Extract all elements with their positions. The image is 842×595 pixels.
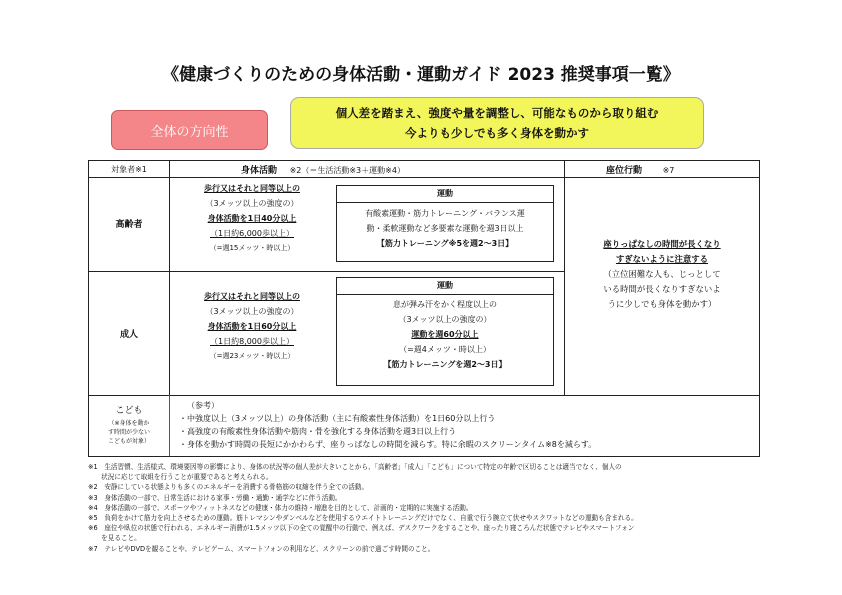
header-sedentary-note: ※7: [662, 166, 675, 175]
slogan-line-2: 今よりも少しでも多く身体を動かす: [405, 126, 589, 140]
elderly-exercise-line-2: 動・柔軟運動など多要素な運動を週3日以上: [366, 224, 524, 233]
adult-exercise-box: [336, 277, 554, 386]
footnote-5: ※5 負荷をかけて筋力を向上させるための運動。筋トレマシンやダンベルなどを使用するウエイトトレーニングだけでなく、自重で行う腕立て伏せやスクワットなどの運動も含まれる。: [88, 514, 638, 523]
row-children: [89, 403, 169, 446]
footnote-3: ※3 身体活動の一部で、日常生活における家事・労働・通勤・通学などに伴う活動。: [88, 493, 342, 502]
sedentary-line-3: （立位困難な人も、じっとして: [603, 269, 721, 279]
adult-line-5: （=週23メッツ・時以上）: [209, 352, 295, 360]
adult-activity: [177, 289, 327, 364]
footnote-2: ※2 安静にしている状態よりも多くのエネルギーを消費する骨格筋の収縮を伴う全ての活動。: [88, 483, 369, 492]
adult-line-4: （1日約8,000歩以上）: [210, 337, 294, 346]
elderly-exercise-line-3: 【筋力トレーニング※5を週2～3日】: [376, 239, 514, 248]
footnote-6-cont: を見ること。: [88, 534, 141, 543]
children-line-2: ・高強度の有酸素性身体活動や筋肉・骨を強化する身体活動を週3日以上行う: [179, 427, 457, 436]
sedentary-cell: [567, 237, 757, 312]
header-target: 対象者※1: [111, 165, 147, 174]
children-sub-3: こどもが対象）: [107, 438, 150, 445]
header-sedentary-label: 座位行動: [606, 166, 643, 176]
row-adult-label: 成人: [119, 330, 138, 340]
slogan-line-1: 個人差を踏まえ、強度や量を調整し、可能なものから取り組む: [335, 106, 659, 120]
footnote-7: ※7 テレビやDVDを観ることや、テレビゲーム、スマートフォンの利用など、スクリーンの前で過ごす時間のこと。: [88, 544, 435, 553]
elderly-activity: [177, 181, 327, 256]
children-sub-1: （※身体を動か: [108, 420, 150, 427]
adult-exercise-line-5: 【筋力トレーニングを週2～3日】: [383, 360, 507, 369]
recommendation-table: [88, 160, 760, 457]
elderly-exercise-box: [336, 185, 554, 262]
elderly-exercise-title: 運動: [337, 186, 553, 203]
sedentary-line-4: いる時間が長くなりすぎないよ: [603, 284, 721, 294]
adult-exercise-line-3: 運動を週60分以上: [411, 330, 479, 339]
elderly-line-2: （3メッツ以上の強度の）: [205, 199, 299, 208]
elderly-exercise-line-1: 有酸素運動・筋力トレーニング・バランス運: [365, 209, 525, 218]
footnote-4: ※4 身体活動の一部で、スポーツやフィットネスなどの健康・体力の維持・増進を目的として、計画的・定期的に実施する活動。: [88, 503, 473, 512]
footnote-6: ※6 座位や臥位の状態で行われる、エネルギー消費が1.5メッツ以下の全ての覚醒中の行動で、例えば、デスクワークをすることや、座ったり寝ころんだ状態でテレビやスマートフォン: [88, 524, 635, 533]
header-activity-note: ※2（＝生活活動※3＋運動※4）: [289, 166, 405, 175]
adult-line-3: 身体活動を1日60分以上: [207, 322, 297, 331]
children-sub-2: す時間が少ない: [107, 429, 150, 436]
elderly-line-4: （1日約6,000歩以上）: [210, 229, 294, 238]
adult-exercise-line-2: （3メッツ以上の強度の）: [398, 315, 492, 324]
children-line-3: ・身体を動かす時間の長短にかかわらず、座りっぱなしの時間を減らす。特に余暇のスクリーンタイム※8を減らす。: [179, 440, 597, 449]
page-title: 《健康づくりのための身体活動・運動ガイド 2023 推奨事項一覧》: [162, 65, 680, 85]
adult-line-1: 歩行又はそれと同等以上の: [204, 292, 300, 301]
row-children-label: こども: [115, 406, 143, 416]
adult-line-2: （3メッツ以上の強度の）: [205, 307, 299, 316]
direction-label: 全体の方向性: [111, 110, 268, 150]
footnote-1: ※1 生活習慣、生活様式、環境要因等の影響により、身体の状況等の個人差が大きいことから、「高齢者」「成人」「こども」について特定の年齢で区切ることは適当でなく、個人の: [88, 463, 622, 471]
direction-slogan: [290, 97, 704, 149]
sedentary-line-5: うに少しでも身体を動かす）: [607, 299, 717, 309]
elderly-line-5: （=週15メッツ・時以上）: [209, 244, 295, 252]
children-ref: （参考）: [187, 401, 219, 410]
header-sedentary: [606, 163, 756, 176]
header-activity: [241, 163, 561, 176]
footnotes: [88, 462, 768, 554]
adult-exercise-line-4: （=週4メッツ・時以上）: [399, 345, 491, 354]
elderly-line-1: 歩行又はそれと同等以上の: [204, 184, 300, 193]
adult-exercise-title: 運動: [337, 278, 553, 295]
children-recommendations: [179, 399, 754, 451]
row-elderly-label: 高齢者: [115, 220, 143, 230]
footnote-1-cont: 状況に応じて取組を行うことが重要であると考えられる。: [88, 473, 273, 482]
elderly-line-3: 身体活動を1日40分以上: [207, 214, 297, 223]
adult-exercise-line-1: 息が弾み汗をかく程度以上の: [393, 300, 497, 309]
sedentary-line-2: すぎないように注意する: [615, 254, 709, 264]
sedentary-line-1: 座りっぱなしの時間が長くなり: [603, 239, 721, 249]
children-line-1: ・中強度以上（3メッツ以上）の身体活動（主に有酸素性身体活動）を1日60分以上行う: [179, 414, 496, 423]
header-activity-label: 身体活動: [241, 166, 278, 176]
